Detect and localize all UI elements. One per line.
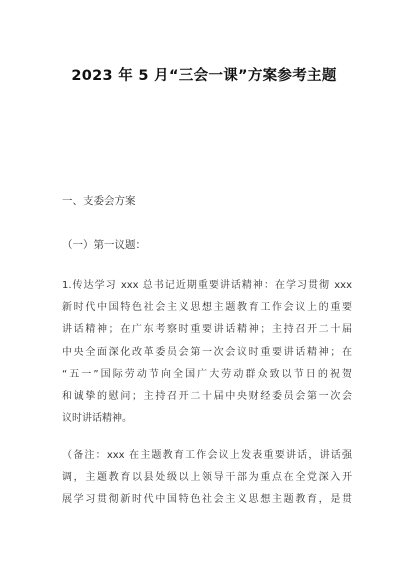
paragraph-line: （备注：xxx 在主题教育工作会议上发表重要讲话，讲话强: [62, 450, 352, 461]
paragraph-line: 新时代中国特色社会主义思想主题教育工作会议上的重要: [62, 302, 352, 314]
paragraph-line: 展学习贯彻新时代中国特色社会主义思想主题教育，是贯: [62, 494, 352, 506]
paragraph-line: 议时讲话精神。: [62, 413, 132, 425]
paragraph-line: 1.传达学习 xxx 总书记近期重要讲话精神：在学习贯彻 xxx: [62, 280, 352, 291]
paragraph-line: 讲话精神；在广东考察时重要讲话精神；主持召开二十届: [62, 324, 352, 336]
paragraph-line: “五一”国际劳动节向全国广大劳动群众致以节日的祝贺: [62, 368, 352, 380]
paragraph-line: 和诚挚的慰问；主持召开二十届中央财经委员会第一次会: [62, 390, 352, 402]
paragraph-line: 调，主题教育以县处级以上领导干部为重点在全党深入开: [62, 472, 352, 484]
section-heading: 一、支委会方案: [62, 195, 136, 207]
document-title: 2023 年 5 月“三会一课”方案参考主题: [71, 68, 337, 84]
paragraph-note: [62, 445, 352, 512]
paragraph-agenda-item-1: [62, 275, 352, 430]
paragraph-line: 中央全面深化改革委员会第一次会议时重要讲话精神；在: [62, 346, 352, 358]
subsection-heading: （一）第一议题：: [62, 239, 146, 251]
